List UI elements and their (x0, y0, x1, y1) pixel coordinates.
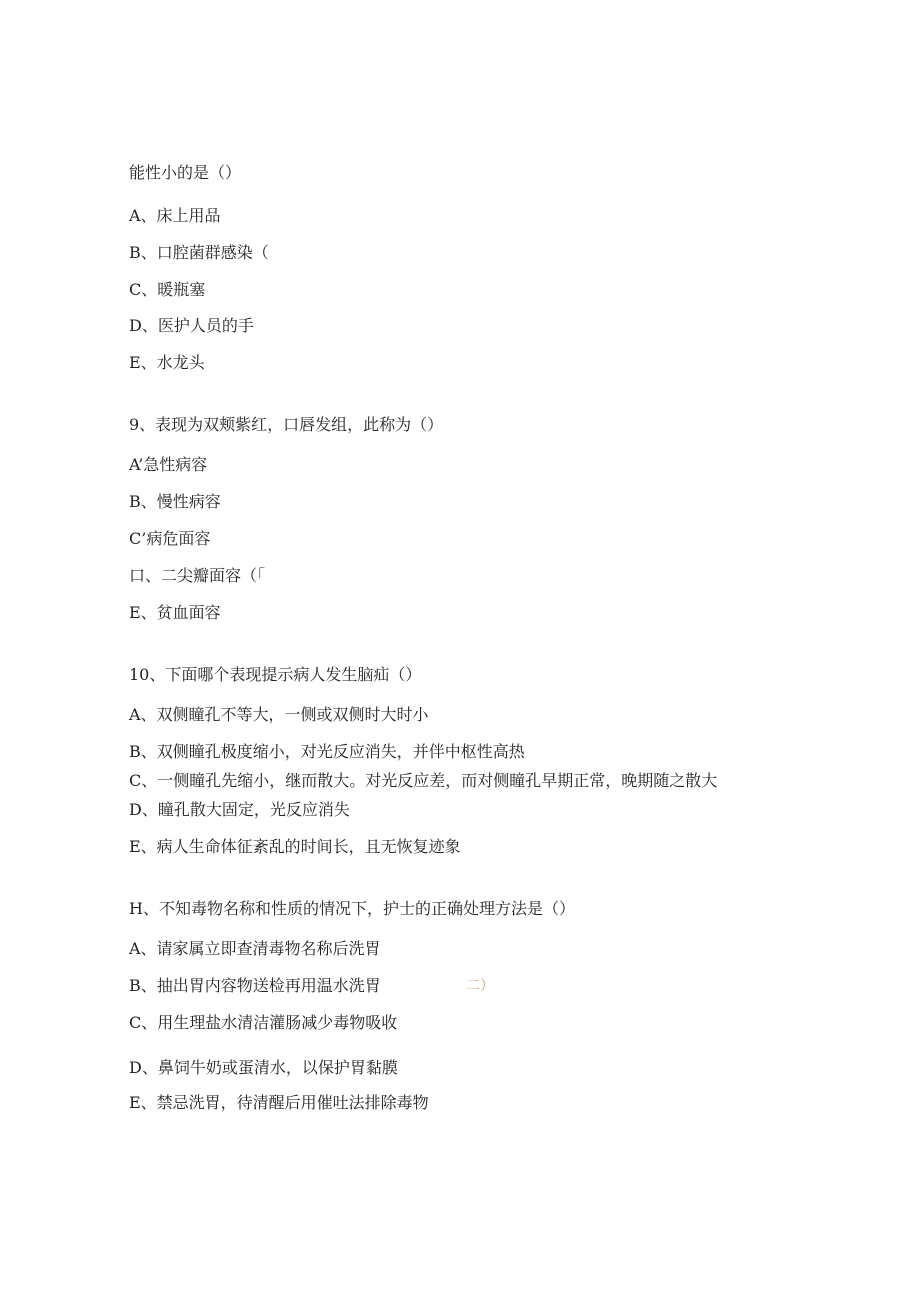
option-e: E、病人生命体征紊乱的时间长，且无恢复迹象 (129, 837, 461, 856)
option-b: B、双侧瞳孔极度缩小，对光反应消失，并伴中枢性高热 (129, 742, 525, 761)
option-c: C’病危面容 (129, 529, 211, 548)
question-stem: 10、下面哪个表现提示病人发生脑疝（） (129, 665, 422, 684)
question-stem: 9、表现为双颊紫红，口唇发组，此称为（） (129, 415, 444, 434)
option-c: C、用生理盐水清洁灌肠减少毒物吸收 (129, 1013, 398, 1032)
option-a: A’急性病容 (129, 455, 208, 474)
option-a: A、请家属立即查清毒物名称后洗胃 (129, 939, 381, 958)
option-d: 口、二尖瓣面容（「 (129, 566, 266, 585)
option-d: D、瞳孔散大固定，光反应消失 (129, 800, 350, 819)
question-stem: H、不知毒物名称和性质的情况下，护士的正确处理方法是（） (129, 899, 575, 918)
option-d: D、医护人员的手 (129, 316, 254, 335)
question-stem: 能性小的是（） (129, 163, 242, 182)
option-e: E、贫血面容 (129, 603, 221, 622)
option-b: B、慢性病容 (129, 492, 221, 511)
option-c: C、暖瓶塞 (129, 280, 206, 299)
option-a: A、床上用品 (129, 206, 221, 225)
option-c: C、一侧瞳孔先缩小，继而散大。对光反应差，而对侧瞳孔早期正常，晚期随之散大 (129, 771, 718, 790)
option-b: B、口腔菌群感染（ (129, 243, 269, 262)
option-b: B、抽出胃内容物送检再用温水洗胃 (129, 976, 381, 995)
option-e: E、禁忌洗胃，待清醒后用催吐法排除毒物 (129, 1093, 429, 1112)
option-d: D、鼻饲牛奶或蛋清水，以保护胃黏膜 (129, 1058, 398, 1077)
option-e: E、水龙头 (129, 353, 205, 372)
margin-mark: 二） (466, 978, 494, 994)
option-a: A、双侧瞳孔不等大，一侧或双侧时大时小 (129, 705, 429, 724)
